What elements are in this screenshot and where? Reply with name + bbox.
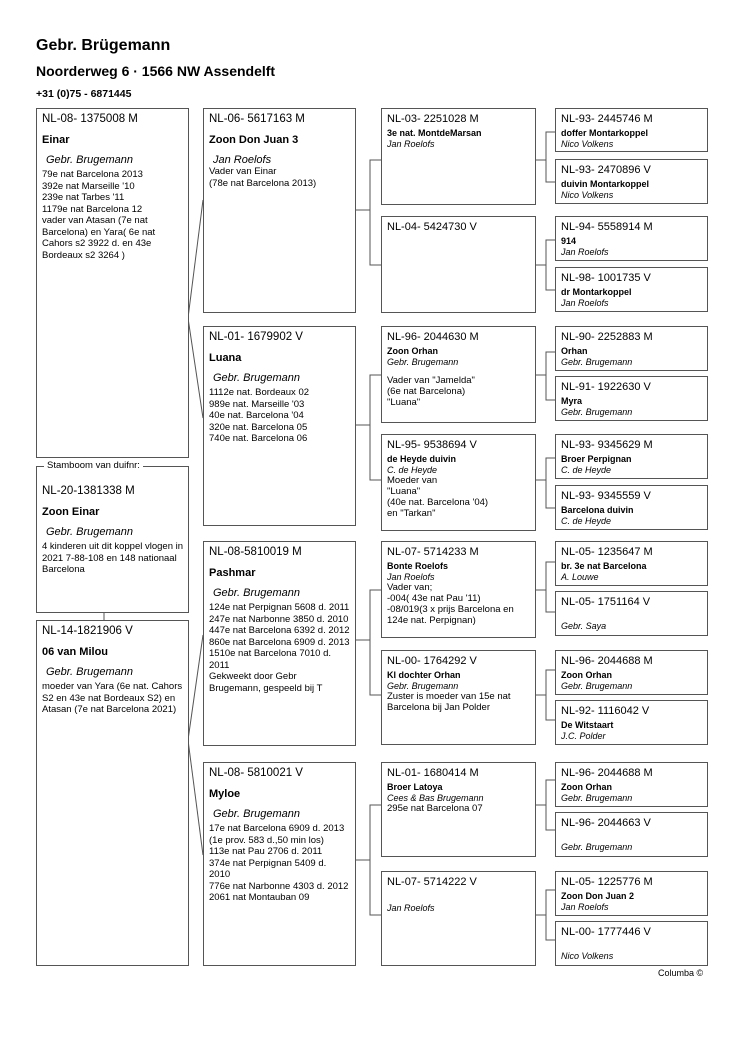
mother-info: moeder van Yara (6e nat. Cahors S2 en 43e nat Bordeaux S2) en Atasan (7e nat Barcelona 2021) — [42, 681, 183, 715]
g4-name: Zoon Don Juan 2 — [561, 891, 634, 901]
fmf-card[interactable] — [381, 326, 536, 423]
mf-info: 124e nat Perpignan 5608 d. 2011 247e nat Narbonne 3850 d. 2010 447e nat Barcelona 6392 d. 2012 860e nat Barcelona 6909 d. 2013 1510e nat Barcelona 7010 d. 2011 Gekweekt door Gebr Brugemann, gespeeld bij T — [209, 602, 350, 694]
mfm-ring: NL-00- 1764292 V — [387, 655, 477, 667]
fmf-owner: Gebr. Brugemann — [387, 356, 459, 367]
g4-owner: A. Louwe — [561, 571, 599, 582]
g4-owner: Jan Roelofs — [561, 901, 609, 912]
father-info: 79e nat Barcelona 2013 392e nat Marseille '10 239e nat Tarbes '11 1179e nat Barcelona 12 vader van Atasan (7e nat Barcelona) en Yara( 6e nat Cahors s2 3922 d. en 43e Bordeaux s2 3264 ) — [42, 169, 156, 261]
fm-name: Luana — [209, 352, 242, 364]
g4-owner: C. de Heyde — [561, 464, 612, 475]
subject-ring: NL-20-1381338 M — [42, 485, 135, 497]
fff-name: 3e nat. MontdeMarsan — [387, 128, 482, 138]
g4-name: Zoon Orhan — [561, 670, 612, 680]
g4-card-7[interactable] — [555, 434, 708, 479]
g4-ring: NL-05- 1751164 V — [561, 596, 651, 608]
g4-card-12[interactable] — [555, 700, 708, 745]
fmf-name: Zoon Orhan — [387, 346, 438, 356]
g4-owner: Nico Volkens — [561, 951, 614, 961]
fff-ring: NL-03- 2251028 M — [387, 113, 479, 125]
mf-card[interactable] — [203, 541, 356, 746]
father-owner: Gebr. Brugemann — [46, 154, 134, 166]
g4-ring: NL-90- 2252883 M — [561, 331, 653, 343]
g4-owner: Nico Volkens — [561, 189, 614, 200]
g4-name: Myra — [561, 396, 583, 406]
ff-owner: Jan Roelofs — [213, 154, 272, 166]
g4-card-3[interactable] — [555, 216, 708, 261]
fff-card[interactable] — [381, 108, 536, 205]
g4-card-16[interactable] — [555, 921, 708, 966]
subject-info: 4 kinderen uit dit koppel vlogen in 2021 7-88-108 en 148 nationaal Barcelona — [42, 541, 184, 575]
breeder-phone: +31 (0)75 - 6871445 — [36, 88, 132, 100]
mf-name: Pashmar — [209, 567, 256, 579]
g4-owner: Gebr. Brugemann — [561, 406, 633, 417]
mff-owner: Jan Roelofs — [387, 571, 435, 582]
g4-card-14[interactable] — [555, 812, 708, 857]
g4-owner: C. de Heyde — [561, 515, 612, 526]
mfm-card[interactable] — [381, 650, 536, 745]
g4-name: Barcelona duivin — [561, 505, 634, 515]
mfm-owner: Gebr. Brugemann — [387, 680, 459, 691]
g4-card-5[interactable] — [555, 326, 708, 371]
ff-ring: NL-06- 5617163 M — [209, 113, 305, 125]
mmm-owner: Jan Roelofs — [387, 903, 435, 913]
ff-card[interactable] — [203, 108, 356, 313]
mother-name: 06 van Milou — [42, 646, 109, 658]
mmf-card[interactable] — [381, 762, 536, 857]
fmm-card[interactable] — [381, 434, 536, 531]
g4-card-13[interactable] — [555, 762, 708, 807]
g4-ring: NL-96- 2044663 V — [561, 817, 651, 829]
g4-card-9[interactable] — [555, 541, 708, 586]
g4-ring: NL-92- 1116042 V — [561, 705, 650, 717]
g4-card-1[interactable] — [555, 108, 708, 152]
subject-owner: Gebr. Brugemann — [46, 526, 134, 538]
mother-ring: NL-14-1821906 V — [42, 625, 133, 637]
subject-name: Zoon Einar — [42, 506, 100, 518]
breeder-name: Gebr. Brügemann — [36, 37, 171, 54]
ffm-ring: NL-04- 5424730 V — [387, 221, 477, 233]
mf-owner: Gebr. Brugemann — [213, 587, 301, 599]
g4-name: doffer Montarkoppel — [561, 128, 648, 138]
stamboom-label: Stamboom van duifnr: — [44, 460, 143, 471]
g4-card-2[interactable] — [555, 159, 708, 204]
g4-name: dr Montarkoppel — [561, 287, 632, 297]
mm-name: Myloe — [209, 788, 241, 800]
father-card[interactable] — [36, 108, 189, 458]
mff-info: Vader van; -004( 43e nat Pau '11) -08/019(3 x prijs Barcelona en 124e nat. Perpignan) — [387, 582, 514, 626]
g4-owner: Gebr. Brugemann — [561, 356, 633, 367]
mother-owner: Gebr. Brugemann — [46, 666, 134, 678]
fmm-info: Moeder van "Luana" (40e nat. Barcelona '04) en "Tarkan" — [387, 475, 489, 519]
subject-card[interactable] — [36, 466, 189, 613]
g4-owner: J.C. Polder — [561, 730, 606, 741]
father-ring: NL-08- 1375008 M — [42, 113, 138, 125]
fm-card[interactable] — [203, 326, 356, 526]
g4-owner: Nico Volkens — [561, 138, 614, 149]
mf-ring: NL-08-5810019 M — [209, 546, 302, 558]
g4-name: Zoon Orhan — [561, 782, 612, 792]
g4-owner: Gebr. Brugemann — [561, 680, 633, 691]
mm-owner: Gebr. Brugemann — [213, 808, 301, 820]
g4-owner: Gebr. Saya — [561, 621, 607, 631]
mfm-name: Kl dochter Orhan — [387, 670, 461, 680]
mm-info: 17e nat Barcelona 6909 d. 2013 (1e prov. 583 d.,50 min los) 113e nat Pau 2706 d. 2011 374e nat Perpignan 5409 d. 2010 776e nat Narbonne 4303 d. 2012 2061 nat Montauban 09 — [209, 823, 349, 903]
g4-name: br. 3e nat Barcelona — [561, 561, 647, 571]
g4-name: Orhan — [561, 346, 588, 356]
father-name: Einar — [42, 134, 70, 146]
g4-card-6[interactable] — [555, 376, 708, 421]
fm-ring: NL-01- 1679902 V — [209, 331, 303, 343]
mff-ring: NL-07- 5714233 M — [387, 546, 479, 558]
g4-name: Broer Perpignan — [561, 454, 632, 464]
g4-card-15[interactable] — [555, 871, 708, 916]
g4-ring: NL-96- 2044688 M — [561, 655, 653, 667]
g4-name: duivin Montarkoppel — [561, 179, 650, 189]
mmf-name: Broer Latoya — [387, 782, 443, 792]
g4-owner: Gebr. Brugemann — [561, 842, 633, 852]
g4-ring: NL-91- 1922630 V — [561, 381, 651, 393]
fmm-owner: C. de Heyde — [387, 464, 438, 475]
g4-ring: NL-93- 9345629 M — [561, 439, 653, 451]
g4-ring: NL-98- 1001735 V — [561, 272, 651, 284]
breeder-address: Noorderweg 6 · 1566 NW Assendelft — [36, 63, 276, 79]
g4-ring: NL-93- 2470896 V — [561, 164, 651, 176]
fmm-name: de Heyde duivin — [387, 454, 457, 464]
g4-card-10[interactable] — [555, 591, 708, 636]
g4-ring: NL-05- 1235647 M — [561, 546, 653, 558]
mfm-info: Zuster is moeder van 15e nat Barcelona bij Jan Polder — [387, 691, 511, 713]
mmf-owner: Cees & Bas Brugemann — [387, 792, 484, 803]
g4-card-4[interactable] — [555, 267, 708, 312]
g4-ring: NL-05- 1225776 M — [561, 876, 653, 888]
mff-name: Bonte Roelofs — [387, 561, 449, 571]
columba-copyright: Columba © — [658, 968, 704, 978]
ff-name: Zoon Don Juan 3 — [209, 134, 299, 146]
g4-ring: NL-93- 9345559 V — [561, 490, 651, 502]
g4-card-8[interactable] — [555, 485, 708, 530]
mff-card[interactable] — [381, 541, 536, 638]
fm-info: 1112e nat. Bordeaux 02 989e nat. Marseille '03 40e nat. Barcelona '04 320e nat. Barcelona 05 740e nat. Barcelona 06 — [209, 387, 310, 444]
mm-ring: NL-08- 5810021 V — [209, 767, 303, 779]
g4-name: De Witstaart — [561, 720, 614, 730]
fmf-ring: NL-96- 2044630 M — [387, 331, 479, 343]
mother-card[interactable] — [36, 620, 189, 966]
mm-card[interactable] — [203, 762, 356, 966]
mmm-card[interactable] — [381, 871, 536, 966]
g4-owner: Jan Roelofs — [561, 246, 609, 257]
mmm-ring: NL-07- 5714222 V — [387, 876, 477, 888]
g4-ring: NL-94- 5558914 M — [561, 221, 653, 233]
fmf-info: Vader van "Jamelda" (6e nat Barcelona) "Luana" — [387, 375, 475, 408]
ff-info: Vader van Einar (78e nat Barcelona 2013) — [209, 166, 317, 189]
mmf-ring: NL-01- 1680414 M — [387, 767, 479, 779]
g4-card-11[interactable] — [555, 650, 708, 695]
g4-owner: Jan Roelofs — [561, 297, 609, 308]
fm-owner: Gebr. Brugemann — [213, 372, 301, 384]
g4-owner: Gebr. Brugemann — [561, 792, 633, 803]
mmf-info: 295e nat Barcelona 07 — [387, 803, 483, 814]
g4-name: 914 — [561, 236, 577, 246]
g4-ring: NL-00- 1777446 V — [561, 926, 651, 938]
g4-ring: NL-93- 2445746 M — [561, 113, 653, 125]
g4-ring: NL-96- 2044688 M — [561, 767, 653, 779]
fmm-ring: NL-95- 9538694 V — [387, 439, 477, 451]
fff-owner: Jan Roelofs — [387, 138, 435, 149]
ffm-card[interactable] — [381, 216, 536, 313]
